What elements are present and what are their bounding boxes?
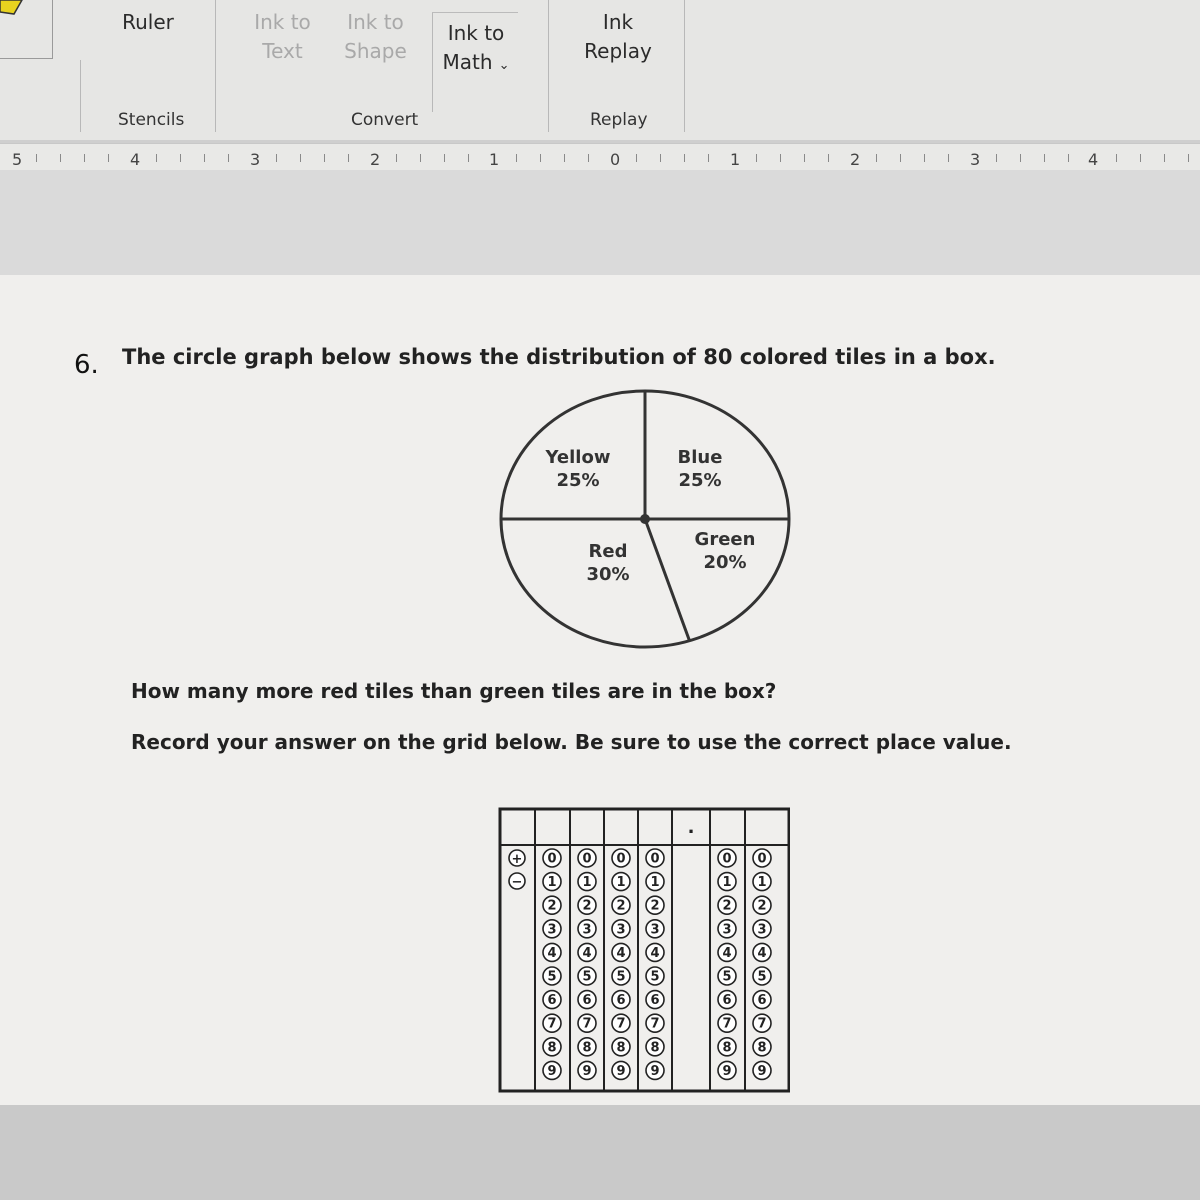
digit-bubble-label: 6	[650, 993, 660, 1009]
ruler-minor-tick	[1188, 154, 1189, 162]
group-label-replay: Replay	[590, 110, 648, 130]
ruler-minor-tick	[1068, 154, 1069, 162]
digit-bubble-label: 0	[547, 851, 557, 867]
digit-bubble-label: 6	[722, 993, 732, 1009]
ruler-minor-tick	[180, 154, 181, 162]
digit-bubble-label: 0	[616, 851, 626, 867]
digit-bubble-label: 5	[722, 969, 732, 985]
ribbon-toolbar	[0, 0, 1200, 140]
ruler-tick: 2	[370, 150, 381, 169]
digit-bubble-label: 3	[722, 922, 732, 938]
digit-bubble-label: 8	[650, 1040, 660, 1056]
ruler-minor-tick	[420, 154, 421, 162]
ruler-minor-tick	[540, 154, 541, 162]
ruler-tick: 4	[130, 150, 141, 169]
digit-bubble-label: 1	[722, 875, 732, 891]
ruler-tick: 3	[250, 150, 261, 169]
digit-bubble-label: 7	[547, 1016, 557, 1032]
ruler-minor-tick	[396, 154, 397, 162]
digit-bubble-label: 4	[722, 945, 732, 961]
answer-grid[interactable]	[495, 805, 790, 1095]
ruler-minor-tick	[588, 154, 589, 162]
digit-bubble-label: 6	[582, 993, 592, 1009]
pie-slice-label-yellow: 25%	[556, 470, 600, 491]
ink-to-math-line1: Ink to	[447, 21, 505, 45]
digit-bubble-label: 1	[757, 875, 767, 891]
pen-icon[interactable]	[0, 0, 53, 59]
ruler-minor-tick	[636, 154, 637, 162]
ruler-minor-tick	[156, 154, 157, 162]
group-label-stencils: Stencils	[118, 110, 185, 130]
ruler-tick: 0	[610, 150, 621, 169]
digit-bubble-label: 2	[582, 898, 592, 914]
group-label-convert: Convert	[351, 110, 419, 130]
chevron-down-icon: ⌄	[498, 58, 510, 73]
question-ask: How many more red tiles than green tiles are in the box?	[131, 679, 777, 703]
pie-slice-name-red: Red	[588, 541, 628, 562]
ruler-minor-tick	[468, 154, 469, 162]
pie-slice-name-blue: Blue	[677, 447, 723, 468]
digit-bubble-label: 0	[757, 851, 767, 867]
ruler-minor-tick	[900, 154, 901, 162]
ruler-minor-tick	[876, 154, 877, 162]
digit-bubble-label: 4	[650, 945, 660, 961]
digit-bubble-label: 6	[616, 993, 626, 1009]
ink-replay-line2: Replay	[584, 39, 652, 63]
ink-to-math-line2: Math	[442, 50, 493, 74]
ruler-minor-tick	[780, 154, 781, 162]
ink-to-shape-button[interactable]	[338, 8, 413, 66]
ruler-minor-tick	[708, 154, 709, 162]
digit-bubble-label: 3	[650, 922, 660, 938]
digit-bubble-label: 6	[547, 993, 557, 1009]
document-margin	[0, 170, 1200, 275]
ink-replay-line1: Ink	[602, 10, 634, 34]
digit-bubble-label: 7	[616, 1016, 626, 1032]
digit-bubble-label: 5	[650, 969, 660, 985]
digit-bubble-label: 0	[650, 851, 660, 867]
pie-slice-label-green: 20%	[703, 552, 747, 573]
ruler-minor-tick	[60, 154, 61, 162]
digit-bubble-label: 1	[616, 875, 626, 891]
ruler-minor-tick	[1020, 154, 1021, 162]
digit-bubble-label: 7	[582, 1016, 592, 1032]
digit-bubble-label: 7	[650, 1016, 660, 1032]
ruler-minor-tick	[828, 154, 829, 162]
ruler-minor-tick	[228, 154, 229, 162]
digit-bubble-label: 9	[757, 1063, 767, 1079]
digit-bubble-label: 9	[616, 1063, 626, 1079]
digit-bubble-label: 8	[616, 1040, 626, 1056]
ruler-minor-tick	[564, 154, 565, 162]
ruler-minor-tick	[300, 154, 301, 162]
digit-bubble-label: 1	[547, 875, 557, 891]
ruler-minor-tick	[84, 154, 85, 162]
ruler-tick: 1	[489, 150, 500, 169]
question-stem: The circle graph below shows the distribution of 80 colored tiles in a box.	[122, 345, 996, 369]
ruler-minor-tick	[924, 154, 925, 162]
digit-bubble-label: 1	[650, 875, 660, 891]
question-record-instruction: Record your answer on the grid below. Be sure to use the correct place value.	[131, 730, 1012, 754]
digit-bubble-label: 4	[547, 945, 557, 961]
digit-bubble-label: 5	[757, 969, 767, 985]
digit-bubble-label: 9	[722, 1063, 732, 1079]
digit-bubble-label: 4	[616, 945, 626, 961]
pie-slice-label-red: 30%	[586, 564, 630, 585]
sign-bubble-label: −	[511, 875, 523, 890]
digit-bubble-label: 2	[616, 898, 626, 914]
digit-bubble-label: 8	[722, 1040, 732, 1056]
ruler-minor-tick	[684, 154, 685, 162]
digit-bubble-label: 7	[757, 1016, 767, 1032]
ink-to-text-button[interactable]	[245, 8, 320, 66]
digit-bubble-label: 0	[722, 851, 732, 867]
ruler-minor-tick	[756, 154, 757, 162]
circle-graph	[490, 380, 800, 660]
digit-bubble-label: 5	[547, 969, 557, 985]
digit-bubble-label: 8	[757, 1040, 767, 1056]
digit-bubble-label: 3	[757, 922, 767, 938]
ruler-minor-tick	[276, 154, 277, 162]
ruler-tick: 5	[12, 150, 23, 169]
digit-bubble-label: 2	[722, 898, 732, 914]
ruler-minor-tick	[1116, 154, 1117, 162]
ruler-minor-tick	[108, 154, 109, 162]
digit-bubble-label: 3	[616, 922, 626, 938]
pie-divider	[645, 519, 689, 641]
digit-bubble-label: 5	[616, 969, 626, 985]
pie-center-dot	[640, 514, 650, 524]
sign-bubble-label: +	[511, 852, 523, 867]
ink-to-math-button[interactable]	[436, 19, 516, 80]
ruler-minor-tick	[660, 154, 661, 162]
ruler-tick: 1	[730, 150, 741, 169]
digit-bubble-label: 2	[650, 898, 660, 914]
pie-slice-name-green: Green	[694, 529, 756, 550]
digit-bubble-label: 0	[582, 851, 592, 867]
ink-to-shape-line2: Shape	[344, 39, 407, 63]
digit-bubble-label: 3	[547, 922, 557, 938]
ruler-minor-tick	[444, 154, 445, 162]
digit-bubble-label: 7	[722, 1016, 732, 1032]
ruler-minor-tick	[804, 154, 805, 162]
pie-slice-label-blue: 25%	[678, 470, 722, 491]
digit-bubble-label: 3	[582, 922, 592, 938]
ruler-minor-tick	[516, 154, 517, 162]
question-number: 6.	[74, 350, 99, 380]
ruler-minor-tick	[36, 154, 37, 162]
ruler-minor-tick	[996, 154, 997, 162]
ink-to-text-line2: Text	[262, 39, 303, 63]
digit-bubble-label: 1	[582, 875, 592, 891]
digit-bubble-label: 8	[547, 1040, 557, 1056]
digit-bubble-label: 9	[582, 1063, 592, 1079]
digit-bubble-label: 9	[650, 1063, 660, 1079]
document-bottom-margin	[0, 1105, 1200, 1200]
digit-bubble-label: 6	[757, 993, 767, 1009]
ruler-minor-tick	[1164, 154, 1165, 162]
ruler-minor-tick	[948, 154, 949, 162]
digit-bubble-label: 2	[757, 898, 767, 914]
digit-bubble-label: 8	[582, 1040, 592, 1056]
digit-bubble-label: 9	[547, 1063, 557, 1079]
ruler-tick: 3	[970, 150, 981, 169]
pie-slice-name-yellow: Yellow	[545, 447, 611, 468]
ink-to-shape-line1: Ink to	[347, 10, 404, 34]
ruler-minor-tick	[204, 154, 205, 162]
ruler-minor-tick	[1140, 154, 1141, 162]
digit-bubble-label: 4	[582, 945, 592, 961]
ruler-minor-tick	[348, 154, 349, 162]
ruler-tick: 4	[1088, 150, 1099, 169]
ruler-minor-tick	[1044, 154, 1045, 162]
digit-bubble-label: 4	[757, 945, 767, 961]
ruler-minor-tick	[324, 154, 325, 162]
ink-replay-button[interactable]	[580, 8, 656, 66]
decimal-point: .	[687, 817, 695, 838]
digit-bubble-label: 5	[582, 969, 592, 985]
ink-to-text-line1: Ink to	[254, 10, 311, 34]
ruler-button[interactable]: Ruler	[122, 10, 174, 34]
digit-bubble-label: 2	[547, 898, 557, 914]
horizontal-ruler[interactable]	[0, 143, 1200, 171]
ruler-tick: 2	[850, 150, 861, 169]
